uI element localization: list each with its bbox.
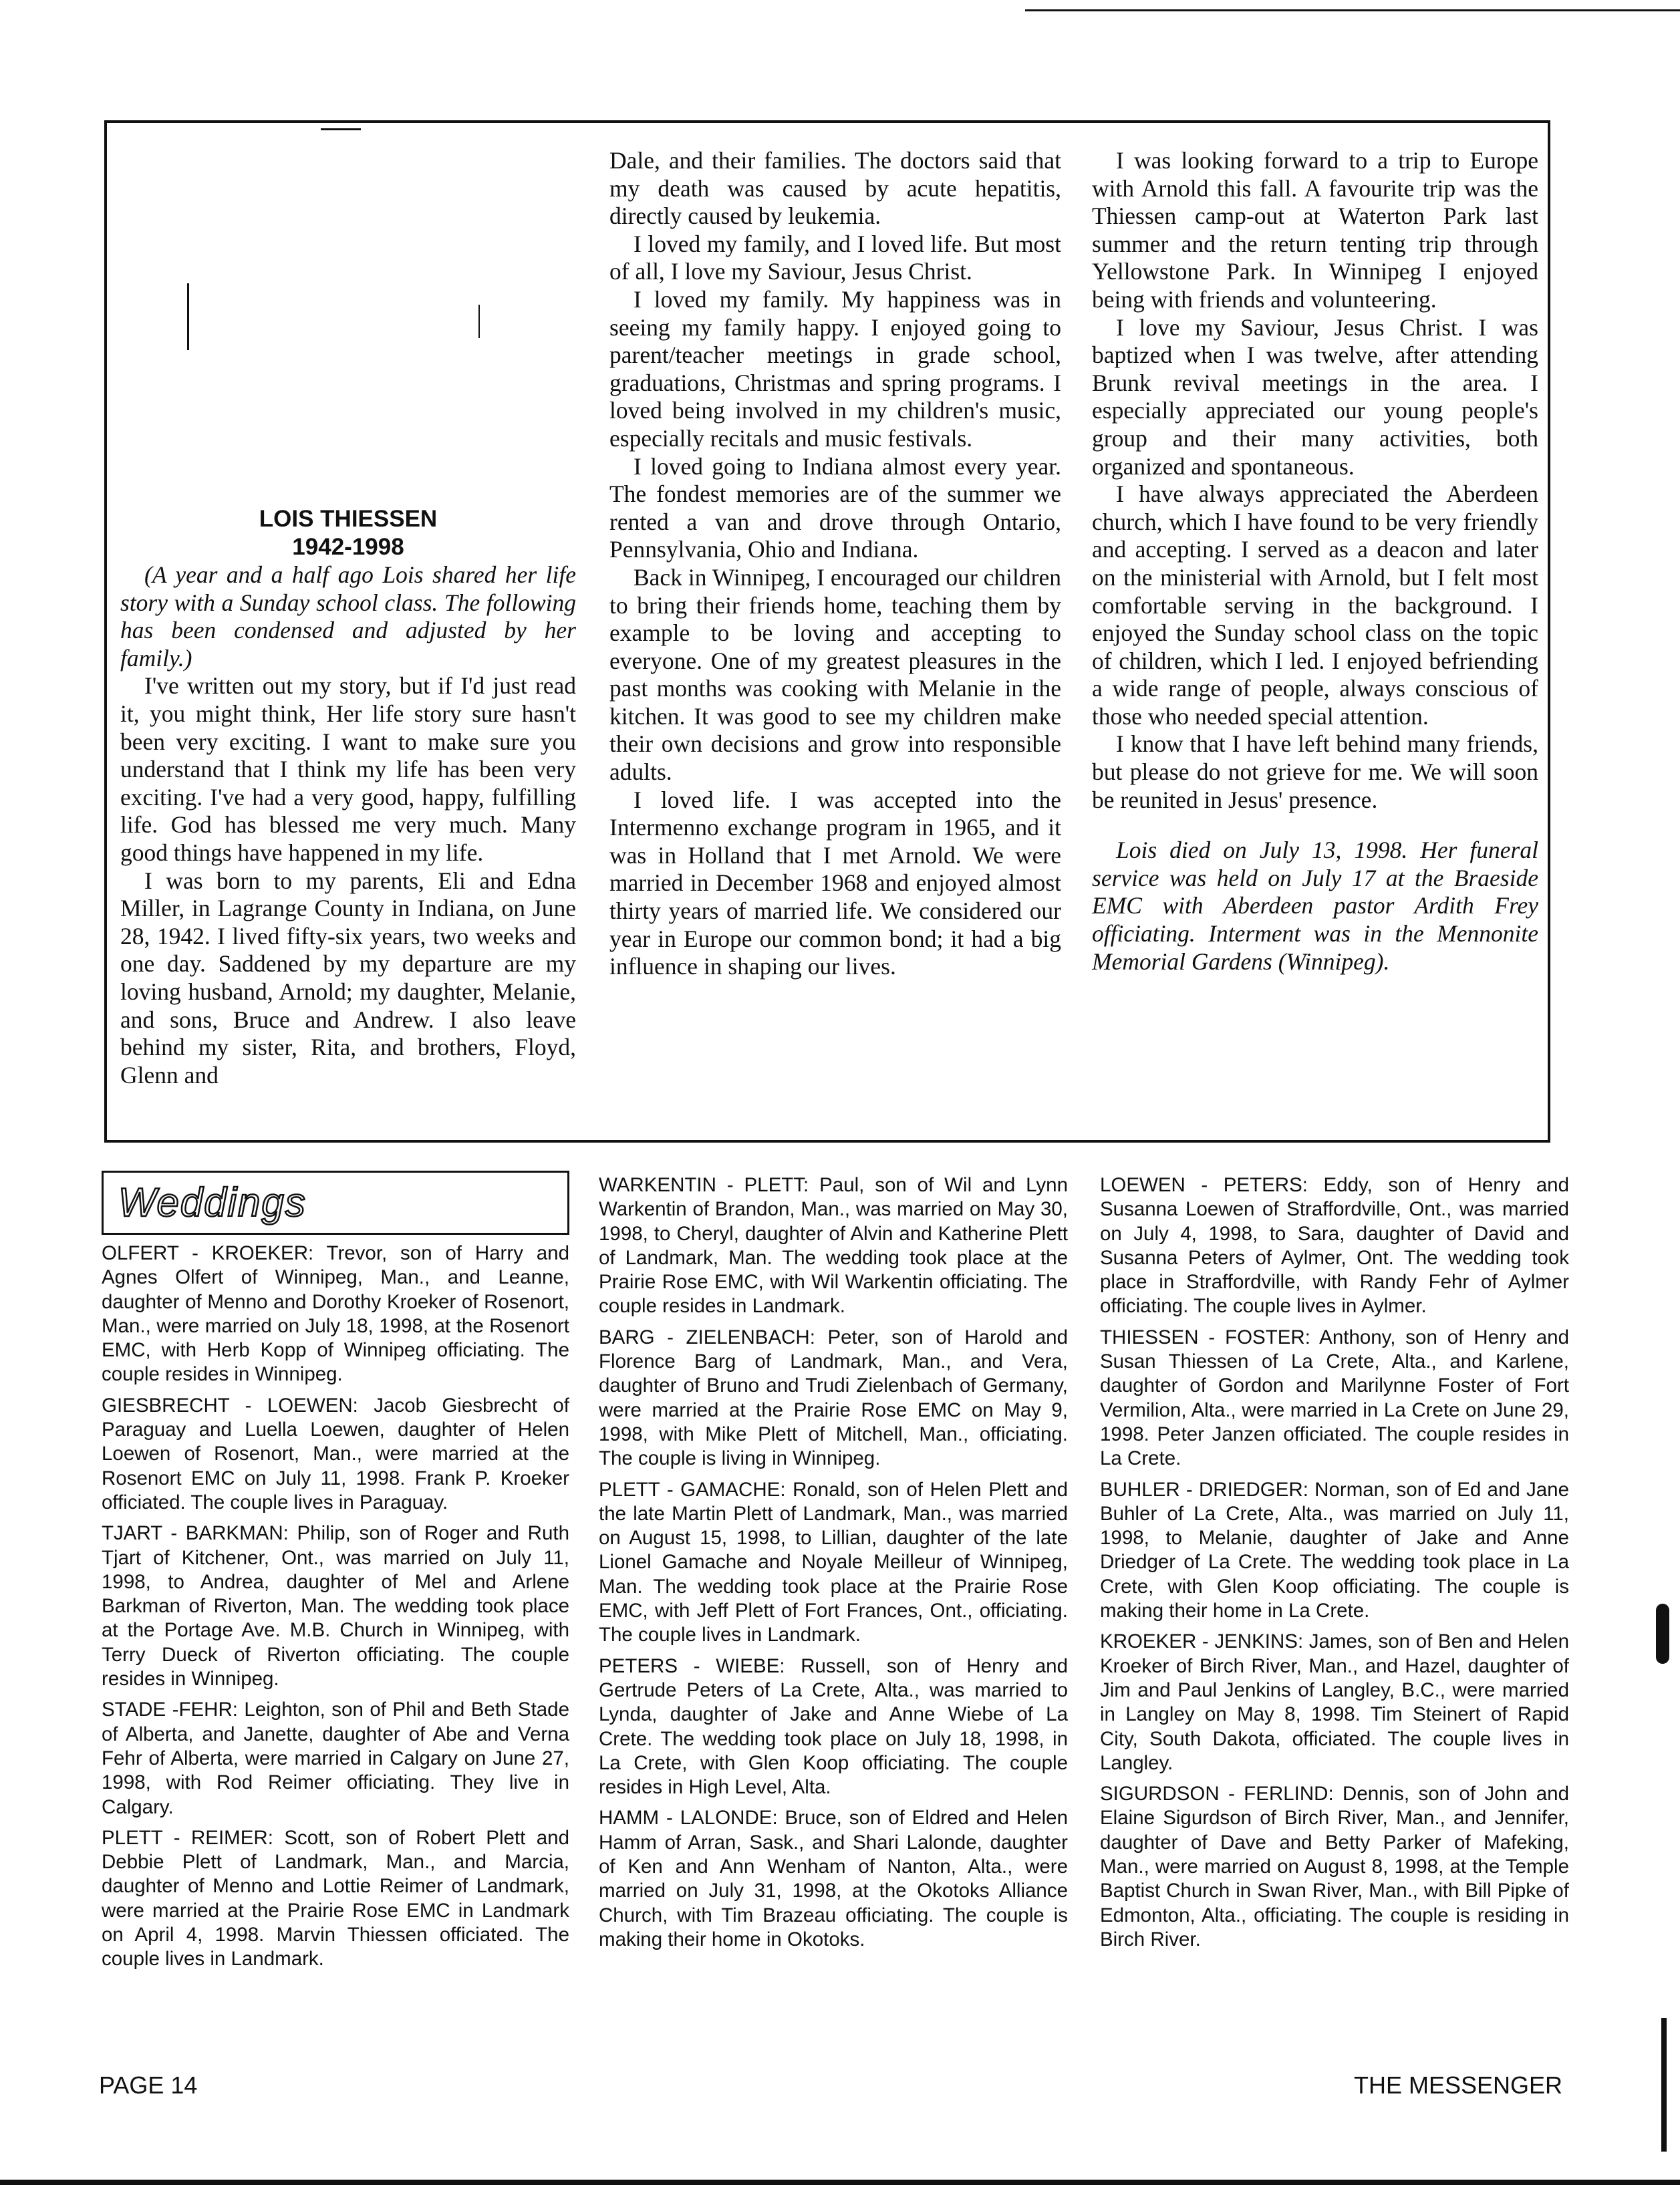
weddings-column-3 xyxy=(1100,1173,1569,1958)
obituary-paragraph: I was born to my parents, Eli and Edna Miller, in Lagrange County in Indiana, on June 28, 1942. I lived fifty-six years, two weeks and one day. Saddened by my departure are my loving husband, Arnold; my daughter, Melanie, and sons, Bruce and Andrew. I also leave behind my sister, Rita, and brothers, Floyd, Glenn and xyxy=(120,867,576,1088)
wedding-notice: BUHLER - DRIEDGER: Norman, son of Ed and Jane Buhler of La Crete, Alta., was married on July 11, 1998, to Melanie, daughter of Jake and Anne Driedger of La Crete. The wedding took place in La Crete, with Glen Koop officiating. The couple is making their home in La Crete. xyxy=(1100,1478,1569,1622)
obituary-paragraph: Dale, and their families. The doctors said that my death was caused by acute hepatitis, directly caused by leukemia. xyxy=(609,147,1061,230)
page-number: PAGE 14 xyxy=(99,2071,198,2099)
wedding-notice: SIGURDSON - FERLIND: Dennis, son of John and Elaine Sigurdson of Birch River, Man., and Jennifer, daughter of Dave and Betty Parker of Mafeking, Man., were married on August 8, 1998, at the Temple Baptist Church in Swan River, Man., with Bill Pipke of Edmonton, Alta., officiating. The couple is residing in Birch River. xyxy=(1100,1783,1569,1950)
obituary-box xyxy=(104,120,1550,1143)
obituary-paragraph: I have always appreciated the Aberdeen church, which I have found to be very friendly and accepting. I served as a deacon and later on the ministerial with Arnold, but I felt most comfortable serving in the background. I enjoyed the Sunday school class on the topic of children, which I led. I enjoyed befriending a wide range of people, always conscious of those who needed special attention. xyxy=(1092,480,1538,730)
obituary-paragraph: I love my Saviour, Jesus Christ. I was baptized when I was twelve, after attending Brunk revival meetings in the area. I especially appreciated our young people's group and their many activities, both organized and spontaneous. xyxy=(1092,313,1538,480)
wedding-notice: LOEWEN - PETERS: Eddy, son of Henry and Susanna Loewen of Straffordville, Ont., was married on July 4, 1998, to Sara, daughter of David and Susanna Peters of Aylmer, Ont. The wedding took place in Straffordville, with Randy Fehr of Aylmer officiating. The couple lives in Aylmer. xyxy=(1100,1174,1569,1318)
obituary-paragraph: I loved my family, and I loved life. But most of all, I love my Saviour, Jesus Christ. xyxy=(609,230,1061,285)
photo-mark xyxy=(187,283,189,350)
wedding-notice: TJART - BARKMAN: Philip, son of Roger and Ruth Tjart of Kitchener, Ont., was married on July 11, 1998, to Andrea, daughter of Mel and Arlene Barkman of Riverton, Man. The wedding took place at the Portage Ave. M.B. Church in Winnipeg, with Terry Dueck of Riverton officiating. The couple resides in Winnipeg. xyxy=(102,1522,569,1691)
obituary-column-1 xyxy=(120,505,576,1089)
obituary-column-3 xyxy=(1092,147,1538,976)
weddings-title: Weddings xyxy=(118,1180,307,1225)
obituary-paragraph: I loved life. I was accepted into the Intermenno exchange program in 1965, and it was in Holland that I met Arnold. We were married in December 1968 and enjoyed almost thirty years of married life. We considered our year in Europe our common bond; it had a big influence in shaping our lives. xyxy=(609,786,1061,980)
weddings-header xyxy=(102,1171,569,1235)
wedding-notice: PETERS - WIEBE: Russell, son of Henry and Gertrude Peters of La Crete, Alta., was married to Lynda, daughter of Jake and Anne Wiebe of La Crete. The wedding took place on July 18, 1998, in La Crete, with Glen Koop officiating. The couple resides in High Level, Alta. xyxy=(599,1654,1068,1799)
wedding-notice: WARKENTIN - PLETT: Paul, son of Wil and Lynn Warkentin of Brandon, Man., was married on May 30, 1998, to Cheryl, daughter of Alvin and Katherine Plett of Landmark, Man. The wedding took place at the Prairie Rose EMC, with Wil Warkentin officiating. The couple resides in Landmark. xyxy=(599,1174,1068,1318)
obituary-paragraph: I was looking forward to a trip to Europe with Arnold this fall. A favourite trip was the Thiessen camp-out at Waterton Park last summer and the return tenting trip through Yellowstone Park. In Winnipeg I enjoyed being with friends and volunteering. xyxy=(1092,147,1538,313)
obituary-paragraph: I know that I have left behind many friends, but please do not grieve for me. We will soon be reunited in Jesus' presence. xyxy=(1092,730,1538,813)
wedding-notice: PLETT - REIMER: Scott, son of Robert Plett and Debbie Plett of Landmark, Man., and Marcia, daughter of Menno and Lottie Reimer of Landmark, were married at the Prairie Rose EMC in Landmark on April 4, 1998. Marvin Thiessen officiated. The couple lives in Landmark. xyxy=(102,1826,569,1971)
obituary-paragraph: I loved going to Indiana almost every year. The fondest memories are of the summer we rented a van and drove through Ontario, Pennsylvania, Ohio and Indiana. xyxy=(609,452,1061,563)
bottom-rule xyxy=(0,2180,1680,2185)
scan-edge-mark xyxy=(1661,2018,1667,2152)
publication-name: THE MESSENGER xyxy=(1353,2071,1562,2099)
wedding-notice: OLFERT - KROEKER: Trevor, son of Harry and Agnes Olfert of Winnipeg, Man., and Leanne, daughter of Menno and Dorothy Kroeker of Rosenort, Man., were married on July 18, 1998, at the Rosenort EMC, with Herb Kopp of Winnipeg officiating. The couple resides in Winnipeg. xyxy=(102,1242,569,1386)
photo-placeholder xyxy=(107,123,575,497)
weddings-column-2 xyxy=(599,1173,1068,1958)
scan-edge-mark xyxy=(1656,1604,1669,1664)
wedding-notice: THIESSEN - FOSTER: Anthony, son of Henry and Susan Thiessen of La Crete, Alta., and Karlene, daughter of Gordon and Marilynne Foster of Fort Vermilion, Alta., were married in La Crete on June 29, 1998. Peter Janzen officiated. The couple resides in La Crete. xyxy=(1100,1326,1569,1470)
obituary-paragraph: I've written out my story, but if I'd just read it, you might think, Her life story sure hasn't been very exciting. I want to make sure you understand that I think my life has been very exciting. I've had a very good, happy, fulfilling life. God has blessed me very much. Many good things have happened in my life. xyxy=(120,672,576,866)
obituary-closing: Lois died on July 13, 1998. Her funeral service was held on July 17 at the Braeside EMC with Aberdeen pastor Ardith Frey officiating. Interment was in the Mennonite Memorial Gardens (Winnipeg). xyxy=(1092,837,1538,975)
obituary-years: 1942-1998 xyxy=(292,534,404,560)
obituary-name: LOIS THIESSEN xyxy=(259,506,438,532)
obituary-paragraph: I loved my family. My happiness was in seeing my family happy. I enjoyed going to parent/teacher meetings in grade school, graduations, Christmas and spring programs. I loved being involved in my children's music, especially recitals and music festivals. xyxy=(609,285,1061,452)
weddings-column-1 xyxy=(102,1242,569,1979)
wedding-notice: GIESBRECHT - LOEWEN: Jacob Giesbrecht of Paraguay and Luella Loewen, daughter of Helen Loewen of Rosenort, Man., were married at the Rosenort EMC on July 11, 1998. Frank P. Kroeker officiated. The couple lives in Paraguay. xyxy=(102,1394,569,1513)
wedding-notice: BARG - ZIELENBACH: Peter, son of Harold and Florence Barg of Landmark, Man., and Vera, daughter of Bruno and Trudi Zielenbach of Germany, were married at the Prairie Rose EMC on May 9, 1998, with Mike Plett of Mitchell, Man., officiating. The couple is living in Winnipeg. xyxy=(599,1326,1068,1470)
wedding-notice: HAMM - LALONDE: Bruce, son of Eldred and Helen Hamm of Arran, Sask., and Shari Lalonde, daughter of Ken and Ann Wenham of Nanton, Alta., were married on July 31, 1998, at the Okotoks Alliance Church, with Tim Brazeau officiating. The couple is making their home in Okotoks. xyxy=(599,1807,1068,1950)
top-rule xyxy=(1025,9,1680,11)
obituary-paragraph: Back in Winnipeg, I encouraged our children to bring their friends home, teaching them by example to be loving and accepting to everyone. One of my greatest pleasures in the past months was cooking with Melanie in the kitchen. It was good to see my children make their own decisions and grow into responsible adults. xyxy=(609,563,1061,786)
wedding-notice: STADE -FEHR: Leighton, son of Phil and Beth Stade of Alberta, and Janette, daughter of Abe and Verna Fehr of Alberta, were married in Calgary on June 27, 1998, with Rod Reimer officiating. They live in Calgary. xyxy=(102,1699,569,1818)
wedding-notice: KROEKER - JENKINS: James, son of Ben and Helen Kroeker of Birch River, Man., and Hazel, daughter of Jim and Paul Jenkins of Langley, B.C., were married in Langley on May 8, 1998. Tim Steinert of Rapid City, South Dakota, officiated. The couple lives in Langley. xyxy=(1100,1630,1569,1774)
obituary-intro: (A year and a half ago Lois shared her life story with a Sunday school class. The following has been condensed and adjusted by her family.) xyxy=(120,561,576,672)
obituary-column-2 xyxy=(609,147,1061,981)
photo-mark xyxy=(478,305,480,338)
photo-mark xyxy=(321,128,361,130)
wedding-notice: PLETT - GAMACHE: Ronald, son of Helen Plett and the late Martin Plett of Landmark, Man., was married on August 15, 1998, to Lillian, daughter of the late Lionel Gamache and Noyale Meilleur of Winnipeg, Man. The wedding took place at the Prairie Rose EMC, with Jeff Plett of Fort Frances, Ont., officiating. The couple lives in Landmark. xyxy=(599,1478,1068,1646)
